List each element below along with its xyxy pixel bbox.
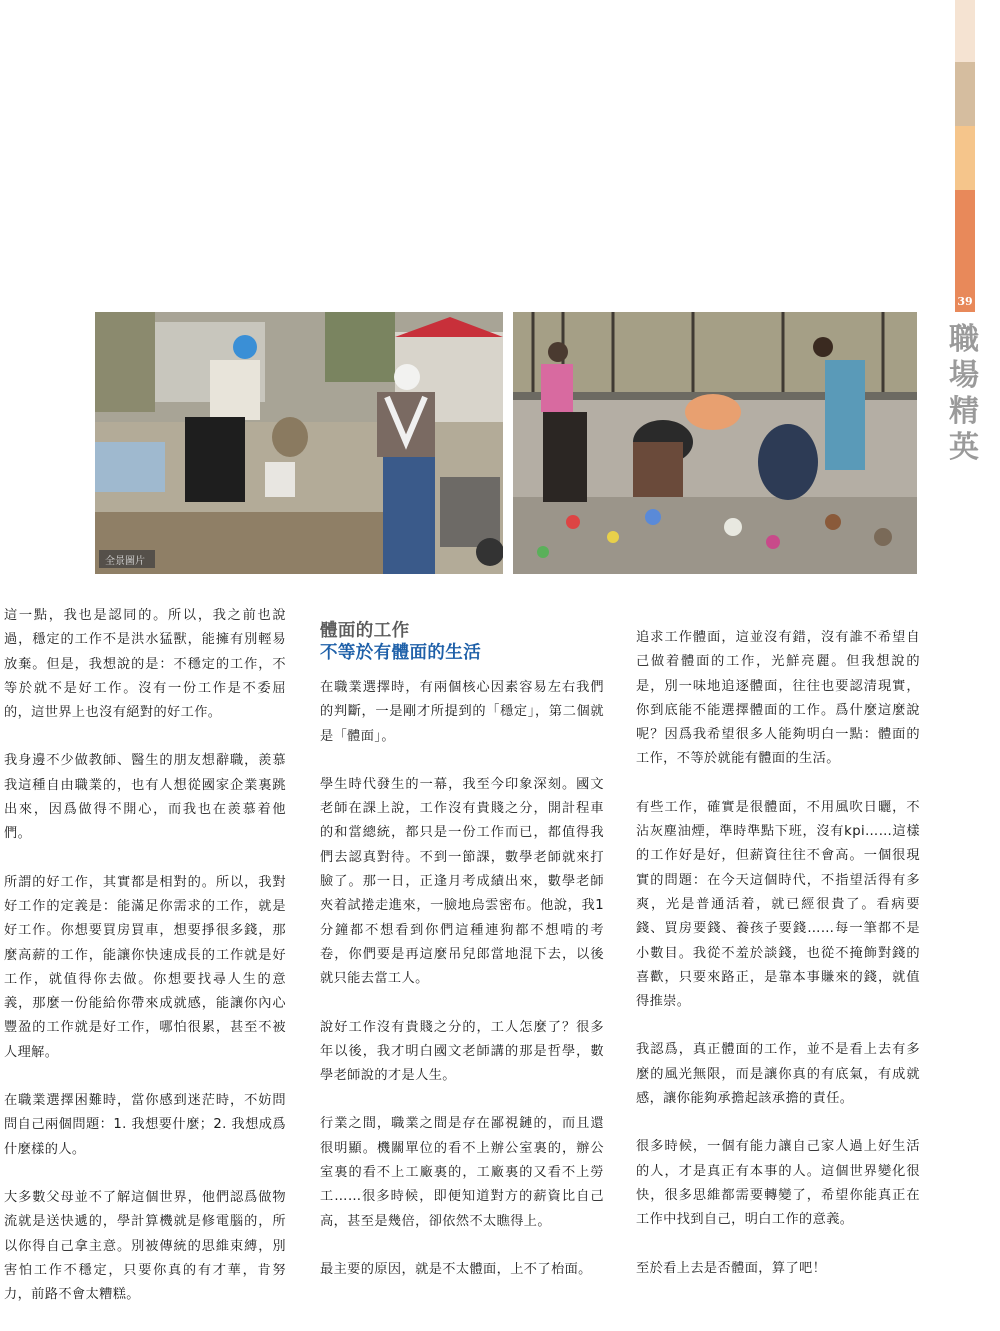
paragraph: 在職業選擇困難時，當你感到迷茫時，不妨問問自己兩個問題：1. 我想要什麼；2. 我想成爲什麼樣的人。 <box>4 1093 286 1157</box>
heading-line-1: 體面的工作 <box>320 621 410 641</box>
photo-caption: 全景圖片 <box>105 556 145 567</box>
section-title-char: 場 <box>949 358 979 393</box>
color-tab-2 <box>955 62 975 126</box>
text-column-2 <box>320 604 604 1306</box>
color-tab-3 <box>955 126 975 190</box>
photo-garbage-dump <box>513 312 917 574</box>
text-column-1 <box>4 604 286 1331</box>
paragraph: 說好工作沒有貴賤之分的，工人怎麼了？很多年以後，我才明白國文老師講的那是哲學，數學老師說的才是人生。 <box>320 1019 604 1084</box>
section-title <box>946 322 982 466</box>
paragraph: 學生時代發生的一幕，我至今印象深刻。國文老師在課上說，工作沒有貴賤之分，開計程車的和當總統，都只是一份工作而已，都值得我們去認真對待。不到一節課，數學老師就來打臉了。那一日，正逢月考成績出來，數學老師夾着試捲走進來，一臉地烏雲密布。他說，我1分鐘都不想看到你們這種連狗都不想啃的考卷，你們要是再這麼吊兒郎當地混下去，以後就只能去當工人。 <box>320 776 604 987</box>
paragraph: 我身邊不少做教師、醫生的朋友想辭職，羨慕我這種自由職業的，也有人想從國家企業裏跳出來，因爲做得不開心，而我也在羨慕着他們。 <box>4 753 286 842</box>
paragraph: 至於看上去是否體面，算了吧！ <box>636 1260 827 1276</box>
photo-construction-workers <box>95 312 503 574</box>
paragraph: 我認爲，真正體面的工作，並不是看上去有多麼的風光無限，而是讓你真的有底氣，有成就感，讓你能夠承擔起該承擔的責任。 <box>636 1042 920 1107</box>
paragraph: 這一點，我也是認同的。所以，我之前也說過，穩定的工作不是洪水猛獸，能擁有別輕易放棄。但是，我想說的是：不穩定的工作，不等於就不是好工作。沒有一份工作是不委屈的，這世界上也沒有絕對的好工作。 <box>4 608 286 721</box>
color-tab-4 <box>955 190 975 312</box>
paragraph: 大多數父母並不了解這個世界，他們認爲做物流就是送快遞的，學計算機就是修電腦的，所以你得自己拿主意。別被傳統的思維束縛，別害怕工作不穩定，只要你真的有才華，肯努力，前路不會太糟糕。 <box>4 1189 286 1303</box>
paragraph: 在職業選擇時，有兩個核心因素容易左右我們的判斷，一是剛才所提到的「穩定」，第二個就是「體面」。 <box>320 680 604 744</box>
text-column-3 <box>636 604 920 1305</box>
section-title-char: 職 <box>949 322 979 357</box>
paragraph: 最主要的原因，就是不太體面，上不了枱面。 <box>320 1261 592 1277</box>
color-tab-1 <box>955 0 975 62</box>
section-title-char: 英 <box>949 430 979 465</box>
paragraph: 追求工作體面，這並沒有錯，沒有誰不希望自己做着體面的工作，光鮮亮麗。但我想說的是，別一味地追逐體面，往往也要認清現實，你到底能不能選擇體面的工作。爲什麼這麼說呢？因爲我希望很多人能夠明白一點：體面的工作，不等於就能有體面的生活。 <box>636 630 920 767</box>
paragraph: 所謂的好工作，其實都是相對的。所以，我對好工作的定義是：能滿足你需求的工作，就是好工作。你想要買房買車，想要掙很多錢，那麼高薪的工作，能讓你快速成長的工作就是好工作，就值得你去做。你想要找尋人生的意義，那麼一份能給你帶來成就感，能讓你內心豐盈的工作就是好工作，哪怕很累，甚至不被人理解。 <box>4 874 286 1060</box>
paragraph: 行業之間，職業之間是存在鄙視鏈的，而且還很明顯。機關單位的看不上辦公室裏的，辦公室裏的看不上工廠裏的，工廠裏的又看不上勞工……很多時候，即便知道對方的薪資比自己高，甚至是幾倍，卻依然不太瞧得上。 <box>320 1116 604 1229</box>
heading-line-2: 不等於有體面的生活 <box>320 643 482 663</box>
section-heading <box>320 620 604 664</box>
paragraph: 很多時候，一個有能力讓自己家人過上好生活的人，才是真正有本事的人。這個世界變化很快，很多思維都需要轉變了，希望你能真正在工作中找到自己，明白工作的意義。 <box>636 1139 920 1228</box>
page-number: 39 <box>957 295 973 308</box>
section-title-char: 精 <box>949 394 979 429</box>
paragraph: 有些工作，確實是很體面，不用風吹日曬，不沾灰塵油煙，準時準點下班，沒有kpi……這樣的工作好是好，但薪資往往不會高。一個很現實的問題：在今天這個時代，不指望活得有多爽，光是普通活着，就已經很貴了。看病要錢、買房要錢、養孩子要錢……每一筆都不是小數目。我從不羞於談錢，也從不掩飾對錢的喜歡，只要來路正，是靠本事賺來的錢，就值得推崇。 <box>636 799 920 1010</box>
